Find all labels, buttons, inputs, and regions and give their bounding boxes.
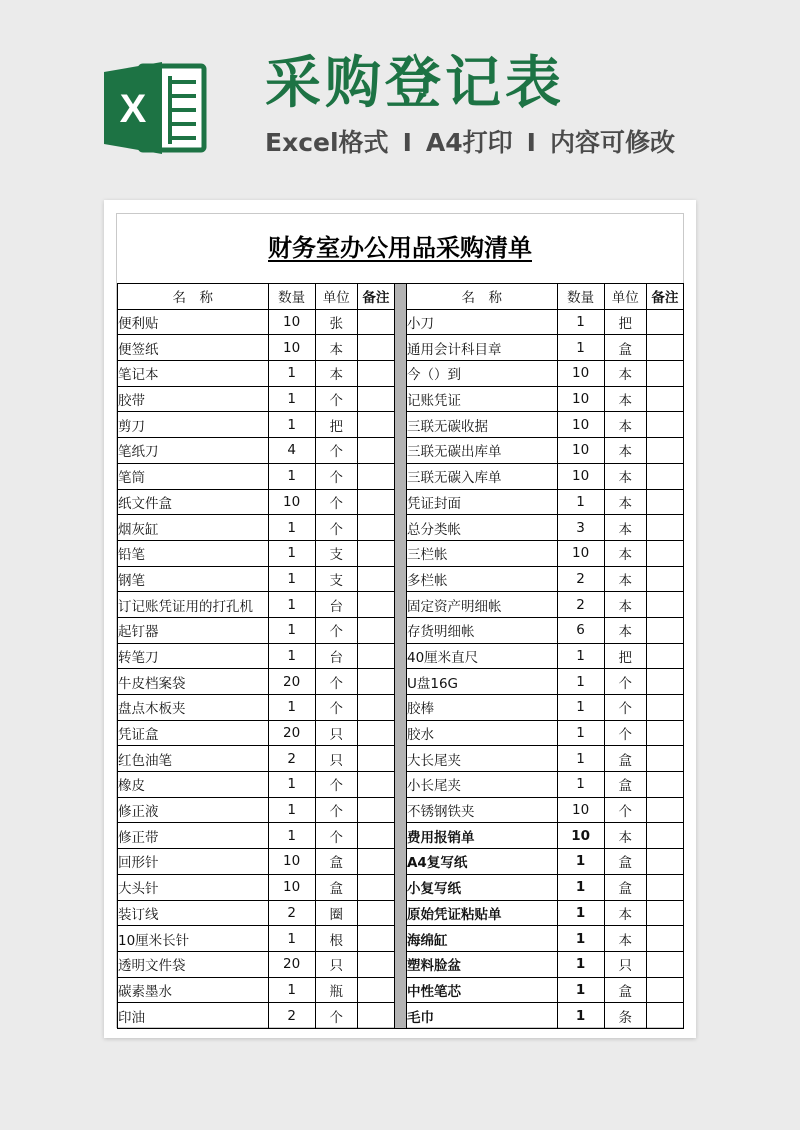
item-unit: 台	[315, 592, 357, 618]
item-qty: 1	[557, 1003, 604, 1029]
item-note	[357, 592, 394, 618]
item-qty: 10	[268, 335, 315, 361]
feature-separator: I	[526, 128, 536, 157]
item-qty: 1	[268, 823, 315, 849]
item-note	[646, 438, 683, 464]
item-name: 笔纸刀	[118, 438, 269, 464]
item-note	[357, 746, 394, 772]
item-name: 回形针	[118, 849, 269, 875]
col-header-note: 备注	[357, 284, 394, 310]
item-note	[646, 823, 683, 849]
feature-excel-format: Excel格式	[265, 128, 389, 157]
item-qty: 1	[268, 772, 315, 798]
item-note	[646, 1003, 683, 1029]
item-name: 10厘米长针	[118, 926, 269, 952]
item-unit: 个	[315, 1003, 357, 1029]
item-unit: 个	[315, 823, 357, 849]
item-note	[646, 951, 683, 977]
item-qty: 10	[268, 489, 315, 515]
item-qty: 1	[557, 951, 604, 977]
col-header-unit: 单位	[315, 284, 357, 310]
item-note	[646, 566, 683, 592]
item-unit: 本	[604, 489, 646, 515]
item-name: 笔记本	[118, 361, 269, 387]
excel-logo-icon	[100, 58, 210, 158]
item-note	[646, 386, 683, 412]
item-note	[357, 463, 394, 489]
item-qty: 1	[557, 900, 604, 926]
item-note	[646, 849, 683, 875]
item-note	[646, 515, 683, 541]
item-unit: 个	[315, 386, 357, 412]
item-qty: 3	[557, 515, 604, 541]
item-qty: 2	[268, 1003, 315, 1029]
item-qty: 1	[557, 977, 604, 1003]
item-name: 三联无碳入库单	[406, 463, 557, 489]
item-unit: 只	[315, 720, 357, 746]
item-name: 今（）到	[406, 361, 557, 387]
item-unit: 盒	[315, 874, 357, 900]
item-qty: 10	[557, 463, 604, 489]
item-name: 转笔刀	[118, 643, 269, 669]
item-unit: 瓶	[315, 977, 357, 1003]
item-name: 透明文件袋	[118, 951, 269, 977]
item-note	[646, 489, 683, 515]
item-unit: 本	[604, 412, 646, 438]
item-note	[646, 540, 683, 566]
item-unit: 个	[315, 489, 357, 515]
item-name: 红色油笔	[118, 746, 269, 772]
item-name: 三联无碳收据	[406, 412, 557, 438]
item-note	[357, 695, 394, 721]
item-name: 纸文件盒	[118, 489, 269, 515]
item-name: 塑料脸盆	[406, 951, 557, 977]
item-note	[646, 772, 683, 798]
item-unit: 本	[604, 592, 646, 618]
item-qty: 1	[268, 926, 315, 952]
item-unit: 支	[315, 566, 357, 592]
item-name: 胶棒	[406, 695, 557, 721]
item-name: 毛巾	[406, 1003, 557, 1029]
item-name: 多栏帐	[406, 566, 557, 592]
item-unit: 只	[315, 951, 357, 977]
item-qty: 1	[268, 977, 315, 1003]
item-note	[646, 874, 683, 900]
item-note	[357, 386, 394, 412]
item-qty: 1	[557, 746, 604, 772]
item-unit: 本	[604, 540, 646, 566]
item-qty: 20	[268, 720, 315, 746]
item-unit: 把	[604, 309, 646, 335]
item-note	[357, 489, 394, 515]
item-unit: 盒	[604, 977, 646, 1003]
sheet-title: 财务室办公用品采购清单	[268, 234, 532, 262]
item-qty: 10	[557, 361, 604, 387]
item-qty: 10	[557, 823, 604, 849]
item-qty: 10	[557, 438, 604, 464]
item-name: 原始凭证粘贴单	[406, 900, 557, 926]
item-name: 记账凭证	[406, 386, 557, 412]
item-qty: 1	[557, 772, 604, 798]
item-name: 40厘米直尺	[406, 643, 557, 669]
excel-logo-letter: X	[119, 87, 147, 131]
item-unit: 根	[315, 926, 357, 952]
item-name: 装订线	[118, 900, 269, 926]
item-qty: 1	[268, 617, 315, 643]
item-qty: 10	[557, 540, 604, 566]
item-note	[357, 335, 394, 361]
item-name: U盘16G	[406, 669, 557, 695]
item-unit: 个	[315, 515, 357, 541]
item-unit: 盒	[604, 335, 646, 361]
col-header-qty: 数量	[557, 284, 604, 310]
item-unit: 盒	[604, 772, 646, 798]
page-title: 采购登记表	[265, 51, 565, 116]
item-name: 订记账凭证用的打孔机	[118, 592, 269, 618]
item-qty: 10	[557, 797, 604, 823]
item-name: 固定资产明细帐	[406, 592, 557, 618]
item-name: 修正液	[118, 797, 269, 823]
item-qty: 1	[268, 361, 315, 387]
item-qty: 10	[268, 849, 315, 875]
item-qty: 20	[268, 951, 315, 977]
item-note	[646, 926, 683, 952]
item-unit: 盒	[315, 849, 357, 875]
item-unit: 条	[604, 1003, 646, 1029]
item-unit: 本	[315, 335, 357, 361]
item-unit: 个	[604, 797, 646, 823]
item-qty: 1	[557, 489, 604, 515]
item-name: 胶带	[118, 386, 269, 412]
item-unit: 个	[315, 797, 357, 823]
item-note	[357, 309, 394, 335]
item-qty: 20	[268, 669, 315, 695]
col-header-qty: 数量	[268, 284, 315, 310]
column-divider	[394, 284, 406, 1029]
item-name: 三联无碳出库单	[406, 438, 557, 464]
feature-line	[265, 126, 675, 160]
item-note	[646, 900, 683, 926]
item-qty: 1	[268, 643, 315, 669]
col-header-note: 备注	[646, 284, 683, 310]
table-header-row	[118, 284, 684, 310]
item-name: 凭证盒	[118, 720, 269, 746]
feature-a4-print: A4打印	[425, 128, 513, 157]
item-unit: 把	[604, 643, 646, 669]
item-qty: 1	[268, 797, 315, 823]
item-note	[646, 669, 683, 695]
item-qty: 1	[268, 540, 315, 566]
item-note	[357, 720, 394, 746]
feature-separator: I	[402, 128, 412, 157]
item-unit: 个	[604, 669, 646, 695]
item-unit: 只	[604, 951, 646, 977]
item-note	[357, 361, 394, 387]
item-unit: 盒	[604, 849, 646, 875]
item-unit: 盒	[604, 874, 646, 900]
item-name: 存货明细帐	[406, 617, 557, 643]
item-name: 牛皮档案袋	[118, 669, 269, 695]
item-note	[357, 617, 394, 643]
item-name: 便利贴	[118, 309, 269, 335]
item-qty: 1	[557, 643, 604, 669]
item-qty: 1	[557, 335, 604, 361]
item-name: 大长尾夹	[406, 746, 557, 772]
item-unit: 支	[315, 540, 357, 566]
item-name: 便签纸	[118, 335, 269, 361]
document-preview	[104, 200, 696, 1038]
item-qty: 2	[557, 566, 604, 592]
item-name: 剪刀	[118, 412, 269, 438]
item-qty: 1	[557, 849, 604, 875]
item-qty: 1	[557, 669, 604, 695]
item-unit: 个	[315, 617, 357, 643]
item-name: 胶水	[406, 720, 557, 746]
item-qty: 10	[557, 412, 604, 438]
item-unit: 本	[604, 386, 646, 412]
item-name: 小刀	[406, 309, 557, 335]
item-note	[646, 695, 683, 721]
item-qty: 10	[268, 874, 315, 900]
item-note	[357, 1003, 394, 1029]
item-name: 铅笔	[118, 540, 269, 566]
item-name: 大头针	[118, 874, 269, 900]
item-note	[357, 900, 394, 926]
item-note	[357, 772, 394, 798]
col-header-name: 名 称	[406, 284, 557, 310]
item-note	[646, 592, 683, 618]
item-qty: 1	[268, 566, 315, 592]
item-note	[357, 540, 394, 566]
item-unit: 本	[604, 463, 646, 489]
item-name: 费用报销单	[406, 823, 557, 849]
item-unit: 本	[604, 515, 646, 541]
item-qty: 1	[557, 720, 604, 746]
item-name: 笔筒	[118, 463, 269, 489]
item-unit: 个	[315, 438, 357, 464]
item-qty: 1	[268, 412, 315, 438]
item-note	[357, 643, 394, 669]
item-note	[357, 874, 394, 900]
item-note	[357, 926, 394, 952]
item-note	[357, 977, 394, 1003]
item-name: 不锈钢铁夹	[406, 797, 557, 823]
item-unit: 把	[315, 412, 357, 438]
item-note	[357, 849, 394, 875]
item-name: 印油	[118, 1003, 269, 1029]
item-note	[357, 797, 394, 823]
item-unit: 本	[604, 438, 646, 464]
item-name: A4复写纸	[406, 849, 557, 875]
col-header-unit: 单位	[604, 284, 646, 310]
item-qty: 2	[268, 746, 315, 772]
item-note	[357, 823, 394, 849]
item-qty: 4	[268, 438, 315, 464]
item-unit: 个	[604, 695, 646, 721]
item-qty: 1	[557, 874, 604, 900]
item-unit: 本	[604, 926, 646, 952]
item-unit: 本	[604, 823, 646, 849]
item-name: 修正带	[118, 823, 269, 849]
item-unit: 本	[604, 900, 646, 926]
item-note	[646, 361, 683, 387]
item-unit: 只	[315, 746, 357, 772]
item-qty: 2	[557, 592, 604, 618]
item-unit: 本	[604, 617, 646, 643]
item-note	[646, 463, 683, 489]
item-name: 碳素墨水	[118, 977, 269, 1003]
item-qty: 10	[557, 386, 604, 412]
item-unit: 圈	[315, 900, 357, 926]
spreadsheet	[116, 213, 684, 1028]
item-note	[357, 566, 394, 592]
item-name: 小复写纸	[406, 874, 557, 900]
item-note	[646, 309, 683, 335]
item-note	[646, 797, 683, 823]
item-name: 中性笔芯	[406, 977, 557, 1003]
item-qty: 10	[268, 309, 315, 335]
item-name: 小长尾夹	[406, 772, 557, 798]
item-unit: 盒	[604, 746, 646, 772]
item-qty: 1	[268, 592, 315, 618]
item-name: 盘点木板夹	[118, 695, 269, 721]
item-qty: 1	[268, 386, 315, 412]
item-note	[646, 720, 683, 746]
item-note	[646, 746, 683, 772]
item-note	[357, 438, 394, 464]
item-qty: 1	[268, 463, 315, 489]
item-name: 通用会计科目章	[406, 335, 557, 361]
item-unit: 台	[315, 643, 357, 669]
item-name: 橡皮	[118, 772, 269, 798]
item-qty: 1	[557, 926, 604, 952]
item-name: 海绵缸	[406, 926, 557, 952]
item-qty: 1	[268, 695, 315, 721]
item-unit: 个	[315, 772, 357, 798]
item-note	[646, 617, 683, 643]
item-note	[357, 951, 394, 977]
item-name: 烟灰缸	[118, 515, 269, 541]
col-header-name: 名 称	[118, 284, 269, 310]
item-unit: 本	[604, 566, 646, 592]
item-name: 凭证封面	[406, 489, 557, 515]
item-name: 三栏帐	[406, 540, 557, 566]
item-name: 钢笔	[118, 566, 269, 592]
item-qty: 1	[268, 515, 315, 541]
item-note	[646, 412, 683, 438]
item-qty: 1	[557, 695, 604, 721]
item-qty: 2	[268, 900, 315, 926]
item-unit: 本	[604, 361, 646, 387]
item-unit: 个	[604, 720, 646, 746]
item-note	[646, 335, 683, 361]
item-note	[357, 669, 394, 695]
item-qty: 1	[557, 309, 604, 335]
item-unit: 个	[315, 695, 357, 721]
item-name: 总分类帐	[406, 515, 557, 541]
item-name: 起钉器	[118, 617, 269, 643]
item-unit: 张	[315, 309, 357, 335]
item-qty: 6	[557, 617, 604, 643]
item-note	[646, 977, 683, 1003]
feature-editable: 内容可修改	[549, 128, 675, 157]
item-unit: 本	[315, 361, 357, 387]
item-note	[357, 515, 394, 541]
item-note	[357, 412, 394, 438]
item-unit: 个	[315, 669, 357, 695]
item-note	[646, 643, 683, 669]
purchase-table	[117, 283, 684, 1029]
item-unit: 个	[315, 463, 357, 489]
